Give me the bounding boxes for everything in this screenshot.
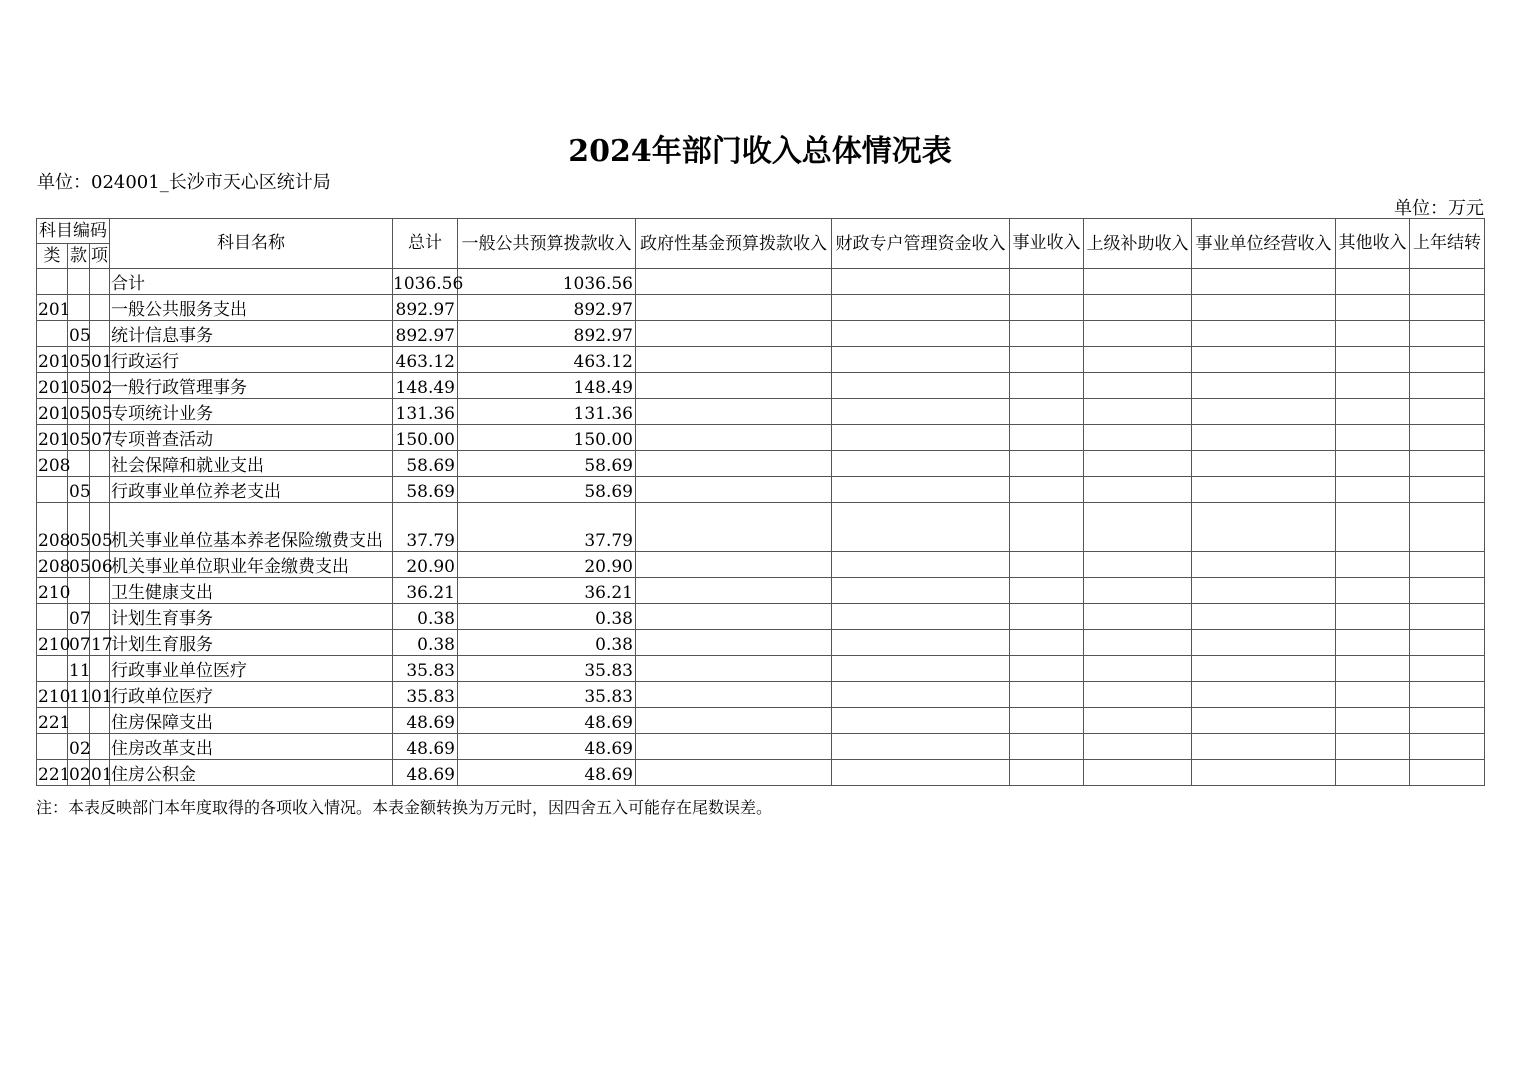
- table-row: [37, 552, 1485, 578]
- cell-business: [1010, 630, 1084, 656]
- cell-xiang: 06: [90, 552, 110, 578]
- cell-other: [1336, 451, 1410, 477]
- cell-fund: [636, 269, 832, 295]
- header-business: 事业收入: [1010, 219, 1084, 269]
- cell-business: [1010, 425, 1084, 451]
- cell-special: [832, 708, 1010, 734]
- cell-kuan: 05: [68, 503, 90, 552]
- cell-other: [1336, 425, 1410, 451]
- header-special: 财政专户管理资金收入: [832, 219, 1010, 269]
- cell-total: 463.12: [393, 347, 458, 373]
- cell-kuan: 05: [68, 425, 90, 451]
- cell-business: [1010, 477, 1084, 503]
- cell-xiang: 02: [90, 373, 110, 399]
- cell-business: [1010, 578, 1084, 604]
- cell-special: [832, 373, 1010, 399]
- cell-fund: [636, 347, 832, 373]
- cell-superior: [1084, 451, 1192, 477]
- cell-fund: [636, 682, 832, 708]
- income-table: [36, 218, 1485, 786]
- cell-special: [832, 760, 1010, 786]
- cell-xiang: [90, 451, 110, 477]
- page-title: 2024年部门收入总体情况表: [568, 134, 952, 169]
- cell-general: 35.83: [458, 656, 636, 682]
- header-carryover: 上年结转: [1410, 219, 1485, 269]
- cell-name: 行政单位医疗: [110, 682, 393, 708]
- cell-fund: [636, 399, 832, 425]
- cell-total: 1036.56: [393, 269, 458, 295]
- cell-business: [1010, 656, 1084, 682]
- cell-superior: [1084, 552, 1192, 578]
- cell-name: 统计信息事务: [110, 321, 393, 347]
- cell-special: [832, 477, 1010, 503]
- cell-xiang: [90, 295, 110, 321]
- cell-xiang: 07: [90, 425, 110, 451]
- header-other: 其他收入: [1336, 219, 1410, 269]
- table-row: [37, 630, 1485, 656]
- cell-superior: [1084, 425, 1192, 451]
- cell-kuan: 07: [68, 630, 90, 656]
- cell-lei: 221: [37, 708, 68, 734]
- cell-name: 住房改革支出: [110, 734, 393, 760]
- cell-lei: 210: [37, 630, 68, 656]
- cell-business: [1010, 399, 1084, 425]
- cell-name: 专项普查活动: [110, 425, 393, 451]
- cell-other: [1336, 373, 1410, 399]
- cell-superior: [1084, 295, 1192, 321]
- cell-other: [1336, 399, 1410, 425]
- cell-lei: 201: [37, 399, 68, 425]
- cell-special: [832, 269, 1010, 295]
- cell-business: [1010, 552, 1084, 578]
- cell-kuan: 11: [68, 682, 90, 708]
- cell-carryover: [1410, 321, 1485, 347]
- cell-kuan: 02: [68, 760, 90, 786]
- cell-carryover: [1410, 269, 1485, 295]
- cell-total: 35.83: [393, 682, 458, 708]
- cell-lei: [37, 477, 68, 503]
- cell-operation: [1192, 578, 1336, 604]
- cell-other: [1336, 656, 1410, 682]
- cell-other: [1336, 578, 1410, 604]
- table-row: [37, 682, 1485, 708]
- cell-operation: [1192, 295, 1336, 321]
- cell-lei: 208: [37, 451, 68, 477]
- cell-other: [1336, 630, 1410, 656]
- cell-superior: [1084, 269, 1192, 295]
- cell-fund: [636, 604, 832, 630]
- cell-name: 行政运行: [110, 347, 393, 373]
- cell-carryover: [1410, 578, 1485, 604]
- cell-superior: [1084, 604, 1192, 630]
- cell-xiang: [90, 269, 110, 295]
- table-row: [37, 373, 1485, 399]
- cell-fund: [636, 760, 832, 786]
- cell-kuan: 11: [68, 656, 90, 682]
- cell-general: 58.69: [458, 451, 636, 477]
- cell-business: [1010, 734, 1084, 760]
- cell-general: 37.79: [458, 503, 636, 552]
- cell-operation: [1192, 604, 1336, 630]
- cell-business: [1010, 708, 1084, 734]
- cell-total: 58.69: [393, 477, 458, 503]
- cell-operation: [1192, 399, 1336, 425]
- cell-general: 148.49: [458, 373, 636, 399]
- cell-fund: [636, 656, 832, 682]
- cell-lei: 201: [37, 425, 68, 451]
- cell-operation: [1192, 682, 1336, 708]
- cell-total: 48.69: [393, 734, 458, 760]
- cell-name: 卫生健康支出: [110, 578, 393, 604]
- cell-lei: 201: [37, 295, 68, 321]
- cell-other: [1336, 295, 1410, 321]
- cell-superior: [1084, 656, 1192, 682]
- cell-operation: [1192, 503, 1336, 552]
- cell-operation: [1192, 425, 1336, 451]
- cell-xiang: [90, 708, 110, 734]
- cell-superior: [1084, 578, 1192, 604]
- cell-carryover: [1410, 347, 1485, 373]
- cell-xiang: [90, 477, 110, 503]
- cell-kuan: 05: [68, 347, 90, 373]
- cell-xiang: 01: [90, 682, 110, 708]
- cell-carryover: [1410, 760, 1485, 786]
- cell-name: 社会保障和就业支出: [110, 451, 393, 477]
- cell-lei: [37, 604, 68, 630]
- cell-kuan: 02: [68, 734, 90, 760]
- cell-xiang: [90, 734, 110, 760]
- cell-other: [1336, 708, 1410, 734]
- footnote: 注：本表反映部门本年度取得的各项收入情况。本表金额转换为万元时，因四舍五入可能存在尾数误差。: [36, 798, 773, 817]
- cell-operation: [1192, 451, 1336, 477]
- cell-lei: 208: [37, 503, 68, 552]
- cell-kuan: [68, 295, 90, 321]
- cell-general: 48.69: [458, 760, 636, 786]
- cell-lei: 210: [37, 578, 68, 604]
- cell-carryover: [1410, 708, 1485, 734]
- cell-fund: [636, 295, 832, 321]
- cell-general: 0.38: [458, 604, 636, 630]
- cell-total: 36.21: [393, 578, 458, 604]
- cell-total: 0.38: [393, 630, 458, 656]
- table-row: [37, 503, 1485, 552]
- cell-fund: [636, 451, 832, 477]
- table-row: [37, 269, 1485, 295]
- cell-operation: [1192, 477, 1336, 503]
- cell-kuan: 05: [68, 321, 90, 347]
- cell-carryover: [1410, 451, 1485, 477]
- cell-other: [1336, 734, 1410, 760]
- cell-other: [1336, 269, 1410, 295]
- cell-general: 48.69: [458, 734, 636, 760]
- header-kuan: 款: [68, 244, 90, 269]
- cell-name: 一般行政管理事务: [110, 373, 393, 399]
- cell-superior: [1084, 373, 1192, 399]
- header-total: 总计: [393, 219, 458, 269]
- cell-other: [1336, 503, 1410, 552]
- table-row: [37, 321, 1485, 347]
- cell-name: 机关事业单位职业年金缴费支出: [110, 552, 393, 578]
- cell-total: 37.79: [393, 503, 458, 552]
- cell-operation: [1192, 734, 1336, 760]
- cell-special: [832, 552, 1010, 578]
- cell-special: [832, 321, 1010, 347]
- cell-carryover: [1410, 477, 1485, 503]
- header-xiang: 项: [90, 244, 110, 269]
- cell-general: 892.97: [458, 295, 636, 321]
- cell-general: 463.12: [458, 347, 636, 373]
- cell-carryover: [1410, 295, 1485, 321]
- cell-general: 36.21: [458, 578, 636, 604]
- cell-special: [832, 734, 1010, 760]
- cell-operation: [1192, 269, 1336, 295]
- cell-name: 行政事业单位医疗: [110, 656, 393, 682]
- cell-general: 58.69: [458, 477, 636, 503]
- header-operation: 事业单位经营收入: [1192, 219, 1336, 269]
- cell-operation: [1192, 373, 1336, 399]
- cell-carryover: [1410, 552, 1485, 578]
- cell-superior: [1084, 760, 1192, 786]
- cell-lei: [37, 321, 68, 347]
- cell-fund: [636, 373, 832, 399]
- cell-fund: [636, 425, 832, 451]
- cell-total: 35.83: [393, 656, 458, 682]
- cell-kuan: [68, 708, 90, 734]
- cell-business: [1010, 604, 1084, 630]
- table-row: [37, 604, 1485, 630]
- cell-lei: 221: [37, 760, 68, 786]
- table-row: [37, 451, 1485, 477]
- cell-superior: [1084, 734, 1192, 760]
- table-row: [37, 477, 1485, 503]
- cell-total: 131.36: [393, 399, 458, 425]
- cell-kuan: 05: [68, 477, 90, 503]
- cell-name: 计划生育服务: [110, 630, 393, 656]
- table-row: [37, 399, 1485, 425]
- cell-general: 892.97: [458, 321, 636, 347]
- cell-operation: [1192, 708, 1336, 734]
- header-general: 一般公共预算拨款收入: [458, 219, 636, 269]
- cell-other: [1336, 760, 1410, 786]
- cell-lei: 210: [37, 682, 68, 708]
- cell-fund: [636, 503, 832, 552]
- cell-special: [832, 682, 1010, 708]
- cell-business: [1010, 347, 1084, 373]
- header-superior: 上级补助收入: [1084, 219, 1192, 269]
- cell-lei: 201: [37, 347, 68, 373]
- table-row: [37, 760, 1485, 786]
- cell-name: 计划生育事务: [110, 604, 393, 630]
- cell-general: 150.00: [458, 425, 636, 451]
- cell-superior: [1084, 682, 1192, 708]
- cell-special: [832, 295, 1010, 321]
- cell-superior: [1084, 630, 1192, 656]
- cell-business: [1010, 269, 1084, 295]
- cell-fund: [636, 578, 832, 604]
- cell-superior: [1084, 399, 1192, 425]
- table-row: [37, 734, 1485, 760]
- cell-carryover: [1410, 734, 1485, 760]
- cell-general: 0.38: [458, 630, 636, 656]
- cell-name: 机关事业单位基本养老保险缴费支出: [110, 503, 393, 552]
- cell-special: [832, 656, 1010, 682]
- cell-lei: 208: [37, 552, 68, 578]
- cell-kuan: [68, 451, 90, 477]
- header-code-group: 科目编码: [37, 219, 110, 244]
- cell-other: [1336, 604, 1410, 630]
- cell-other: [1336, 477, 1410, 503]
- table-row: [37, 347, 1485, 373]
- cell-kuan: 05: [68, 373, 90, 399]
- cell-business: [1010, 760, 1084, 786]
- table-row: [37, 578, 1485, 604]
- cell-fund: [636, 552, 832, 578]
- cell-carryover: [1410, 604, 1485, 630]
- cell-fund: [636, 477, 832, 503]
- header-lei: 类: [37, 244, 68, 269]
- cell-total: 892.97: [393, 321, 458, 347]
- cell-carryover: [1410, 656, 1485, 682]
- cell-special: [832, 503, 1010, 552]
- cell-total: 48.69: [393, 760, 458, 786]
- cell-business: [1010, 451, 1084, 477]
- cell-fund: [636, 708, 832, 734]
- cell-lei: [37, 734, 68, 760]
- cell-fund: [636, 734, 832, 760]
- cell-carryover: [1410, 682, 1485, 708]
- cell-name: 住房保障支出: [110, 708, 393, 734]
- cell-business: [1010, 321, 1084, 347]
- cell-xiang: 05: [90, 503, 110, 552]
- cell-total: 0.38: [393, 604, 458, 630]
- cell-special: [832, 451, 1010, 477]
- cell-business: [1010, 682, 1084, 708]
- cell-kuan: 05: [68, 552, 90, 578]
- cell-other: [1336, 347, 1410, 373]
- cell-kuan: 05: [68, 399, 90, 425]
- cell-lei: [37, 656, 68, 682]
- cell-xiang: 05: [90, 399, 110, 425]
- cell-carryover: [1410, 425, 1485, 451]
- cell-business: [1010, 295, 1084, 321]
- cell-total: 20.90: [393, 552, 458, 578]
- cell-xiang: 17: [90, 630, 110, 656]
- cell-total: 148.49: [393, 373, 458, 399]
- cell-fund: [636, 630, 832, 656]
- cell-xiang: 01: [90, 760, 110, 786]
- cell-general: 1036.56: [458, 269, 636, 295]
- table-row: [37, 295, 1485, 321]
- cell-general: 131.36: [458, 399, 636, 425]
- cell-other: [1336, 321, 1410, 347]
- cell-special: [832, 425, 1010, 451]
- cell-total: 150.00: [393, 425, 458, 451]
- cell-superior: [1084, 347, 1192, 373]
- cell-general: 20.90: [458, 552, 636, 578]
- cell-superior: [1084, 503, 1192, 552]
- cell-operation: [1192, 760, 1336, 786]
- cell-xiang: 01: [90, 347, 110, 373]
- cell-name: 合计: [110, 269, 393, 295]
- cell-total: 58.69: [393, 451, 458, 477]
- cell-carryover: [1410, 630, 1485, 656]
- cell-kuan: [68, 269, 90, 295]
- cell-name: 住房公积金: [110, 760, 393, 786]
- cell-name: 一般公共服务支出: [110, 295, 393, 321]
- cell-special: [832, 604, 1010, 630]
- organization-label: 单位：024001_长沙市天心区统计局: [37, 172, 331, 193]
- cell-operation: [1192, 630, 1336, 656]
- cell-special: [832, 578, 1010, 604]
- cell-xiang: [90, 604, 110, 630]
- cell-other: [1336, 682, 1410, 708]
- cell-kuan: [68, 578, 90, 604]
- cell-name: 行政事业单位养老支出: [110, 477, 393, 503]
- cell-xiang: [90, 656, 110, 682]
- cell-carryover: [1410, 373, 1485, 399]
- header-fund: 政府性基金预算拨款收入: [636, 219, 832, 269]
- cell-superior: [1084, 708, 1192, 734]
- cell-xiang: [90, 578, 110, 604]
- cell-special: [832, 399, 1010, 425]
- table-row: [37, 656, 1485, 682]
- cell-xiang: [90, 321, 110, 347]
- table-row: [37, 425, 1485, 451]
- cell-lei: [37, 269, 68, 295]
- cell-business: [1010, 503, 1084, 552]
- cell-superior: [1084, 321, 1192, 347]
- cell-name: 专项统计业务: [110, 399, 393, 425]
- cell-superior: [1084, 477, 1192, 503]
- cell-operation: [1192, 321, 1336, 347]
- cell-special: [832, 630, 1010, 656]
- header-name: 科目名称: [110, 219, 393, 269]
- cell-general: 35.83: [458, 682, 636, 708]
- cell-total: 892.97: [393, 295, 458, 321]
- cell-total: 48.69: [393, 708, 458, 734]
- unit-label: 单位：万元: [1394, 198, 1484, 219]
- cell-special: [832, 347, 1010, 373]
- cell-carryover: [1410, 503, 1485, 552]
- cell-carryover: [1410, 399, 1485, 425]
- cell-operation: [1192, 656, 1336, 682]
- table-row: [37, 708, 1485, 734]
- cell-fund: [636, 321, 832, 347]
- cell-operation: [1192, 552, 1336, 578]
- cell-business: [1010, 373, 1084, 399]
- cell-lei: 201: [37, 373, 68, 399]
- cell-operation: [1192, 347, 1336, 373]
- cell-kuan: 07: [68, 604, 90, 630]
- cell-other: [1336, 552, 1410, 578]
- table-body: [37, 269, 1485, 786]
- cell-general: 48.69: [458, 708, 636, 734]
